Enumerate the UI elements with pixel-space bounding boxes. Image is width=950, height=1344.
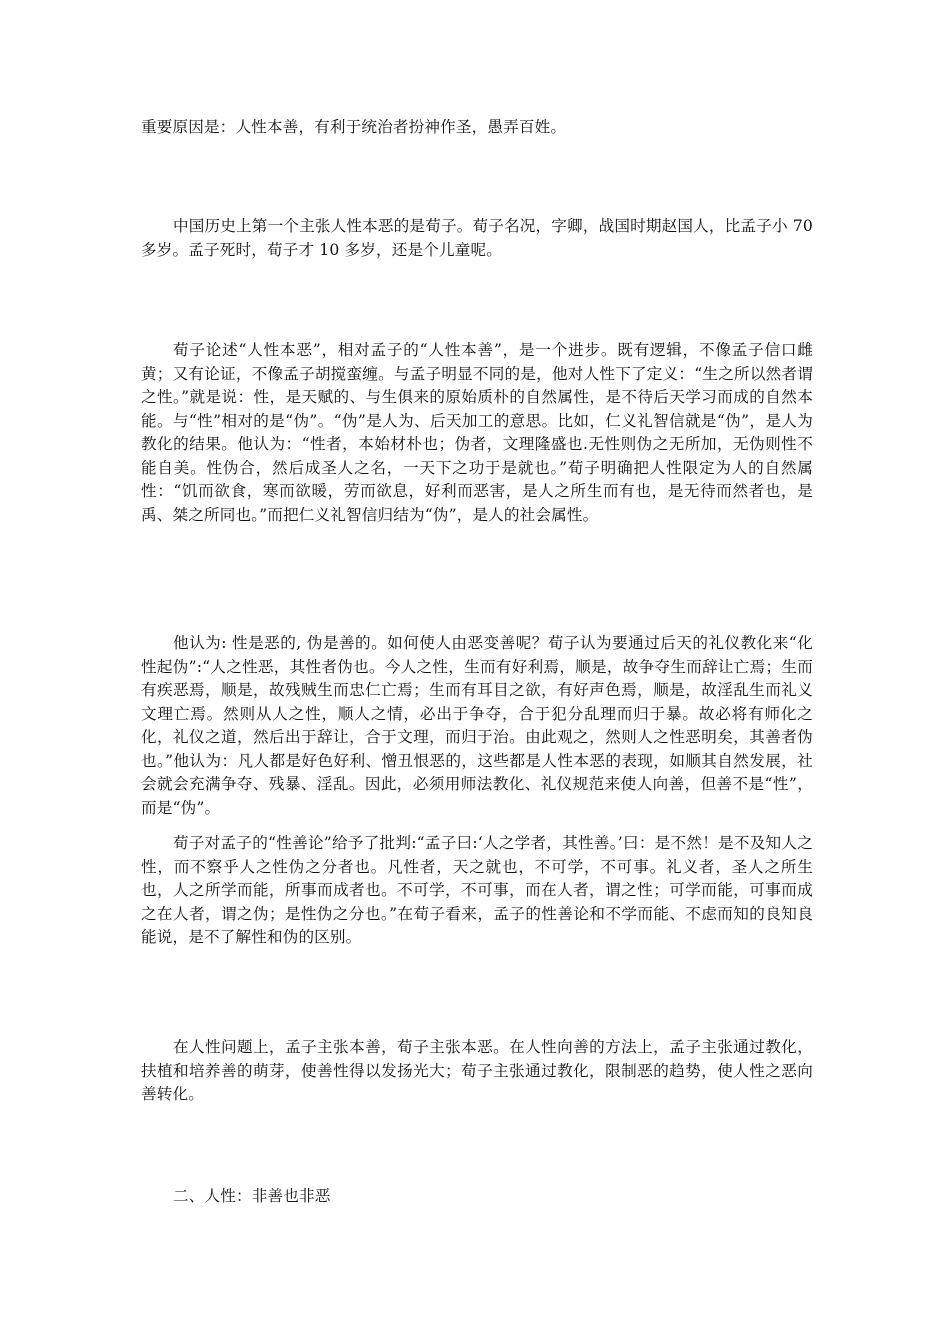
paragraph-continuation: 重要原因是：人性本善，有利于统治者扮神作圣，愚弄百姓。 [141,118,567,136]
paragraph-xunzi-critique: 荀子对孟子的“性善论”给予了批判:“孟子曰:‘人之学者，其性善。’曰：是不然！是不及知人之性，而不察乎人之性伪之分者也。凡性者，天之就也，不可学，不可事。礼义者，圣人之所生也，人之所学而能，所事而成者也。不可学，不可事，而在人者，谓之性；可学而能，可事而成之在人者，谓之伪；是性伪之分也。”在荀子看来，孟子的性善论和不学而能、不虑而知的良知良能说，是不了解性和伪的区别。 [141,834,813,946]
paragraph-xunzi-intro: 中国历史上第一个主张人性本恶的是荀子。荀子名况，字卿，战国时期赵国人，比孟子小 70 多岁。孟子死时，荀子才 10 多岁，还是个儿童呢。 [141,217,813,259]
paragraph-xunzi-transformation: 他认为: 性是恶的, 伪是善的。如何使人由恶变善呢？荀子认为要通过后天的礼仪教化来“化性起伪”:“人之性恶，其性者伪也。今人之性，生而有好利焉，顺是，故争夺生而辞让亡焉；生而有疾恶焉，顺是，故残贼生而忠仁亡焉；生而有耳目之欲，有好声色焉，顺是，故淫乱生而礼义文理亡焉。然则从人之性，顺人之情，必出于争夺，合于犯分乱理而归于暴。故必将有师化之化，礼仪之道，然后出于辞让，合于文理，而归于治。由此观之，然则人之性恶明矣，其善者伪也。”他认为：凡人都是好色好利、憎丑恨恶的，这些都是人性本恶的表现，如顺其自然发展，社会就会充满争夺、残暴、淫乱。因此，必须用师法教化、礼仪规范来使人向善，但善不是“性”，而是“伪”。 [141,634,813,817]
paragraph-comparison: 在人性问题上，孟子主张本善，荀子主张本恶。在人性向善的方法上，孟子主张通过教化，扶植和培养善的萌芽，使善性得以发扬光大；荀子主张通过教化，限制恶的趋势，使人性之恶向善转化。 [141,1038,813,1103]
paragraph-xunzi-definition: 荀子论述“人性本恶”，相对孟子的“人性本善”，是一个进步。既有逻辑，不像孟子信口雌黄；又有论证，不像孟子胡搅蛮缠。与孟子明显不同的是，他对人性下了定义：“生之所以然者谓之性。”就是说：性，是天赋的、与生俱来的原始质朴的自然属性，是不待后天学习而成的自然本能。与“性”相对的是“伪”。“伪”是人为、后天加工的意思。比如，仁义礼智信就是“伪”，是人为教化的结果。他认为：“性者，本始材朴也；伪者，文理隆盛也.无性则伪之无所加，无伪则性不能自美。性伪合，然后成圣人之名，一天下之功于是就也。”荀子明确把人性限定为人的自然属性：“饥而欲食，寒而欲暖，劳而欲息，好利而恶害，是人之所生而有也，是无待而然者也，是禹、桀之所同也。”而把仁义礼智信归结为“伪”，是人的社会属性。 [141,341,813,524]
section-heading: 二、人性：非善也非恶 [173,1187,331,1205]
